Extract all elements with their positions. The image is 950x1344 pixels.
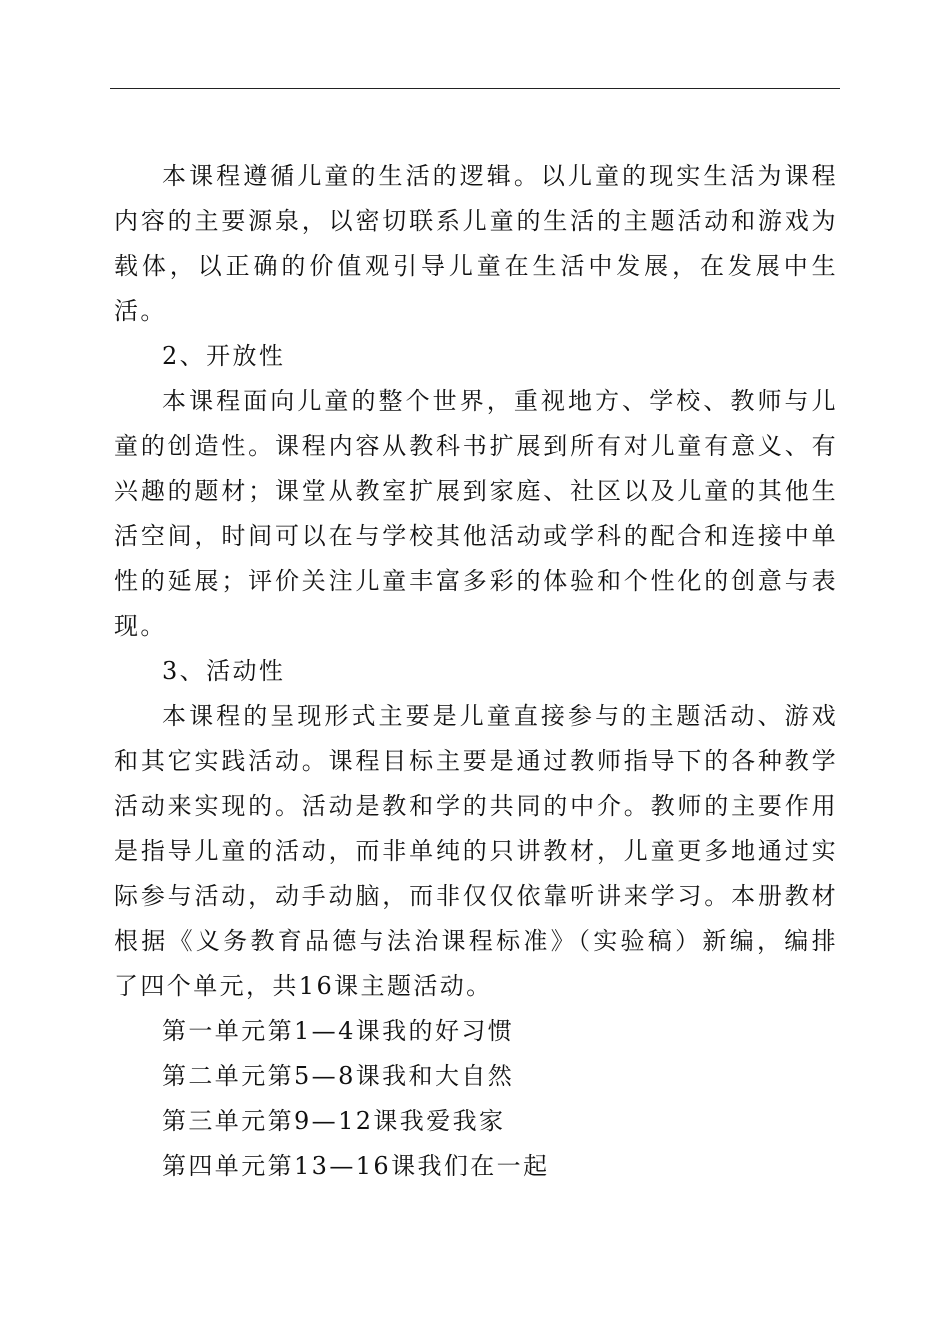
unit-item-3: 第三单元第9—12课我爱我家: [162, 1107, 506, 1135]
heading-openness: 2、开放性: [162, 342, 286, 370]
paragraph-openness: 本课程面向儿童的整个世界，重视地方、学校、教师与儿童的创造性。课程内容从教科书扩展到所有对儿童有意义、有兴趣的题材；课堂从教室扩展到家庭、社区以及儿童的其他生活空间，时间可以在与学校其他活动或学科的配合和连接中单性的延展；评价关注儿童丰富多彩的体验和个性化的创意与表现。: [114, 387, 838, 640]
heading-activity: 3、活动性: [162, 657, 286, 685]
paragraph-activity: 本课程的呈现形式主要是儿童直接参与的主题活动、游戏和其它实践活动。课程目标主要是通过教师指导下的各种教学活动来实现的。活动是教和学的共同的中介。教师的主要作用是指导儿童的活动，而非单纯的只讲教材，儿童更多地通过实际参与活动，动手动脑，而非仅仅依靠听讲来学习。本册教材根据《义务教育品德与法治课程标准》（实验稿）新编，编排了四个单元，共16课主题活动。: [114, 702, 838, 1000]
unit-item-2: 第二单元第5—8课我和大自然: [162, 1062, 515, 1090]
paragraph-life-logic: 本课程遵循儿童的生活的逻辑。以儿童的现实生活为课程内容的主要源泉，以密切联系儿童的生活的主题活动和游戏为载体，以正确的价值观引导儿童在生活中发展，在发展中生活。: [114, 162, 838, 325]
unit-item-4: 第四单元第13—16课我们在一起: [162, 1152, 550, 1180]
header-rule: [110, 88, 840, 89]
document-body: [114, 154, 838, 1189]
unit-item-1: 第一单元第1—4课我的好习惯: [162, 1017, 515, 1045]
